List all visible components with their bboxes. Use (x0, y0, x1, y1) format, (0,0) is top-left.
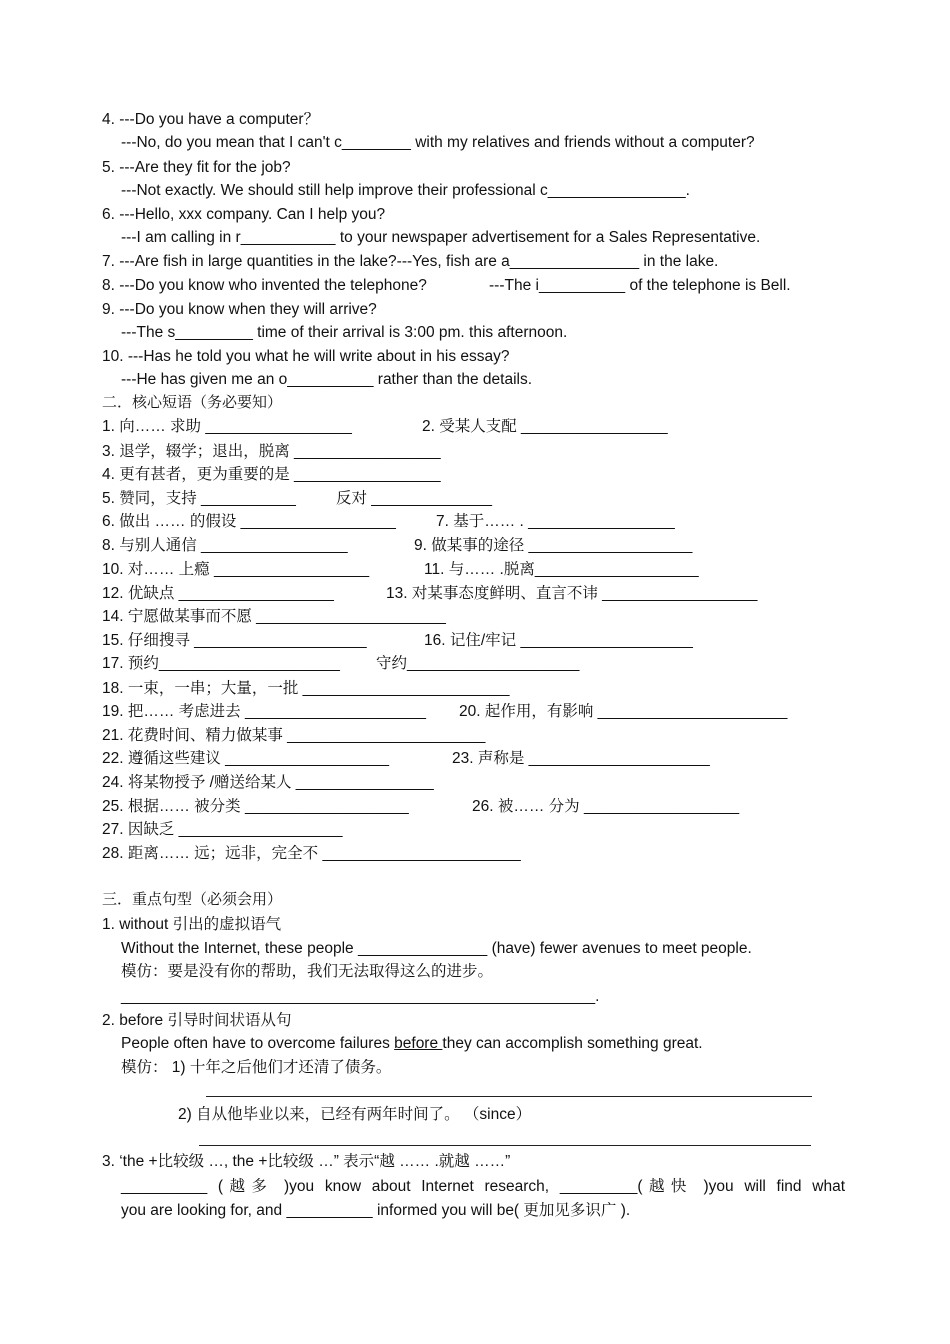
pattern-2-imitate-2: 2) 自从他毕业以来，已经有两年时间了。 （since） (178, 1106, 532, 1123)
phrase-14: 14. 宁愿做某事而不愿 ______________________ (102, 608, 446, 625)
q6-question: 6. ---Hello, xxx company. Can I help you? (102, 206, 386, 223)
pattern-1-heading: 1. without 引出的虚拟语气 (102, 916, 282, 933)
q6-answer: ---I am calling in r___________ to your newspaper advertisement for a Sales Representative. (121, 229, 761, 246)
phrase-25: 25. 根据…… 被分类 ___________________ (102, 798, 409, 815)
pattern-2-keyword: before (394, 1035, 443, 1052)
section-2-title: 二．核心短语（务必要知） (102, 394, 283, 411)
phrase-5-oppose: 反对 ______________ (336, 490, 492, 507)
pattern-3-line-2: you are looking for, and __________ informed you will be( 更加见多识广 ). (121, 1202, 631, 1219)
phrase-20: 20. 起作用，有影响 ______________________ (459, 703, 788, 720)
pattern-3-heading: 3. ‘the +比较级 …, the +比较级 …” 表示“越 …… .就越 ……” (102, 1153, 511, 1170)
phrase-4: 4. 更有甚者，更为重要的是 _________________ (102, 466, 441, 483)
phrase-22: 22. 遵循这些建议 ___________________ (102, 750, 389, 767)
pattern-1-example: Without the Internet, these people _______________ (have) fewer avenues to meet people. (121, 940, 752, 957)
phrase-6: 6. 做出 …… 的假设 __________________ (102, 513, 396, 530)
pattern-2-imitate-1: 模仿： 1) 十年之后他们才还清了债务。 (121, 1059, 392, 1076)
phrase-1: 1. 向…… 求助 _________________ (102, 418, 352, 435)
phrase-18: 18. 一束，一串；大量，一批 ________________________ (102, 680, 510, 697)
pattern-1-imitate: 模仿：要是没有你的帮助，我们无法取得这么的进步。 (121, 963, 494, 980)
section-3-title: 三．重点句型（必须会用） (102, 891, 283, 908)
pattern-2-heading: 2. before 引导时间状语从句 (102, 1012, 292, 1029)
phrase-27: 27. 因缺乏 ___________________ (102, 821, 343, 838)
phrase-17: 17. 预约_____________________ (102, 655, 340, 672)
phrase-15: 15. 仔细搜寻 ____________________ (102, 632, 367, 649)
q10-answer: ---He has given me an o__________ rather than the details. (121, 371, 533, 388)
phrase-9: 9. 做某事的途径 ___________________ (414, 537, 693, 554)
q7-question: 7. ---Are fish in large quantities in the lake?---Yes, fish are a_______________ in the lake. (102, 253, 719, 270)
q8-answer: ---The i__________ of the telephone is Bell. (489, 277, 791, 294)
pattern-3-line-1: __________ (越多 )you know about Internet research, _________(越快 )you will find what (121, 1178, 845, 1195)
q8-question: 8. ---Do you know who invented the telephone? (102, 277, 427, 294)
phrase-3: 3. 退学，辍学；退出，脱离 _________________ (102, 443, 441, 460)
q4-answer: ---No, do you mean that I can't c________ with my relatives and friends without a computer? (121, 134, 755, 151)
phrase-13: 13. 对某事态度鲜明、直言不讳 __________________ (386, 585, 758, 602)
q4-question: 4. ---Do you have a computer？ (102, 111, 320, 128)
phrase-11: 11. 与…… .脱离___________________ (424, 561, 699, 578)
pattern-2-answer-line-1 (206, 1096, 812, 1097)
phrase-28: 28. 距离…… 远；远非，完全不 _______________________ (102, 845, 521, 862)
q5-answer: ---Not exactly. We should still help improve their professional c________________. (121, 182, 690, 199)
phrase-8: 8. 与别人通信 _________________ (102, 537, 348, 554)
phrase-19: 19. 把…… 考虑进去 _____________________ (102, 703, 426, 720)
phrase-16: 16. 记住/牢记 ____________________ (424, 632, 693, 649)
phrase-10: 10. 对…… 上瘾 __________________ (102, 561, 370, 578)
q9-answer: ---The s_________ time of their arrival is 3:00 pm. this afternoon. (121, 324, 568, 341)
phrase-24: 24. 将某物授予 /赠送给某人 ________________ (102, 774, 434, 791)
phrase-12: 12. 优缺点 __________________ (102, 585, 334, 602)
phrase-5: 5. 赞同，支持 ___________ (102, 490, 296, 507)
q9-question: 9. ---Do you know when they will arrive? (102, 301, 377, 318)
phrase-17-keep: 守约____________________ (376, 655, 580, 672)
q5-question: 5. ---Are they fit for the job? (102, 159, 291, 176)
phrase-2: 2. 受某人支配 _________________ (422, 418, 668, 435)
q10-question: 10. ---Has he told you what he will write about in his essay? (102, 348, 510, 365)
phrase-23: 23. 声称是 _____________________ (452, 750, 710, 767)
phrase-21: 21. 花费时间、精力做某事 _______________________ (102, 727, 486, 744)
pattern-1-answer-blank: _______________________________________________________. (121, 988, 600, 1005)
pattern-2-example-pre: People often have to overcome failures (121, 1035, 395, 1052)
pattern-2-answer-line-2 (199, 1145, 811, 1146)
pattern-2-example (121, 1034, 703, 1054)
pattern-2-example-post: they can accomplish something great. (442, 1035, 703, 1052)
phrase-7: 7. 基于…… . _________________ (436, 513, 675, 530)
phrase-26: 26. 被…… 分为 __________________ (472, 798, 740, 815)
